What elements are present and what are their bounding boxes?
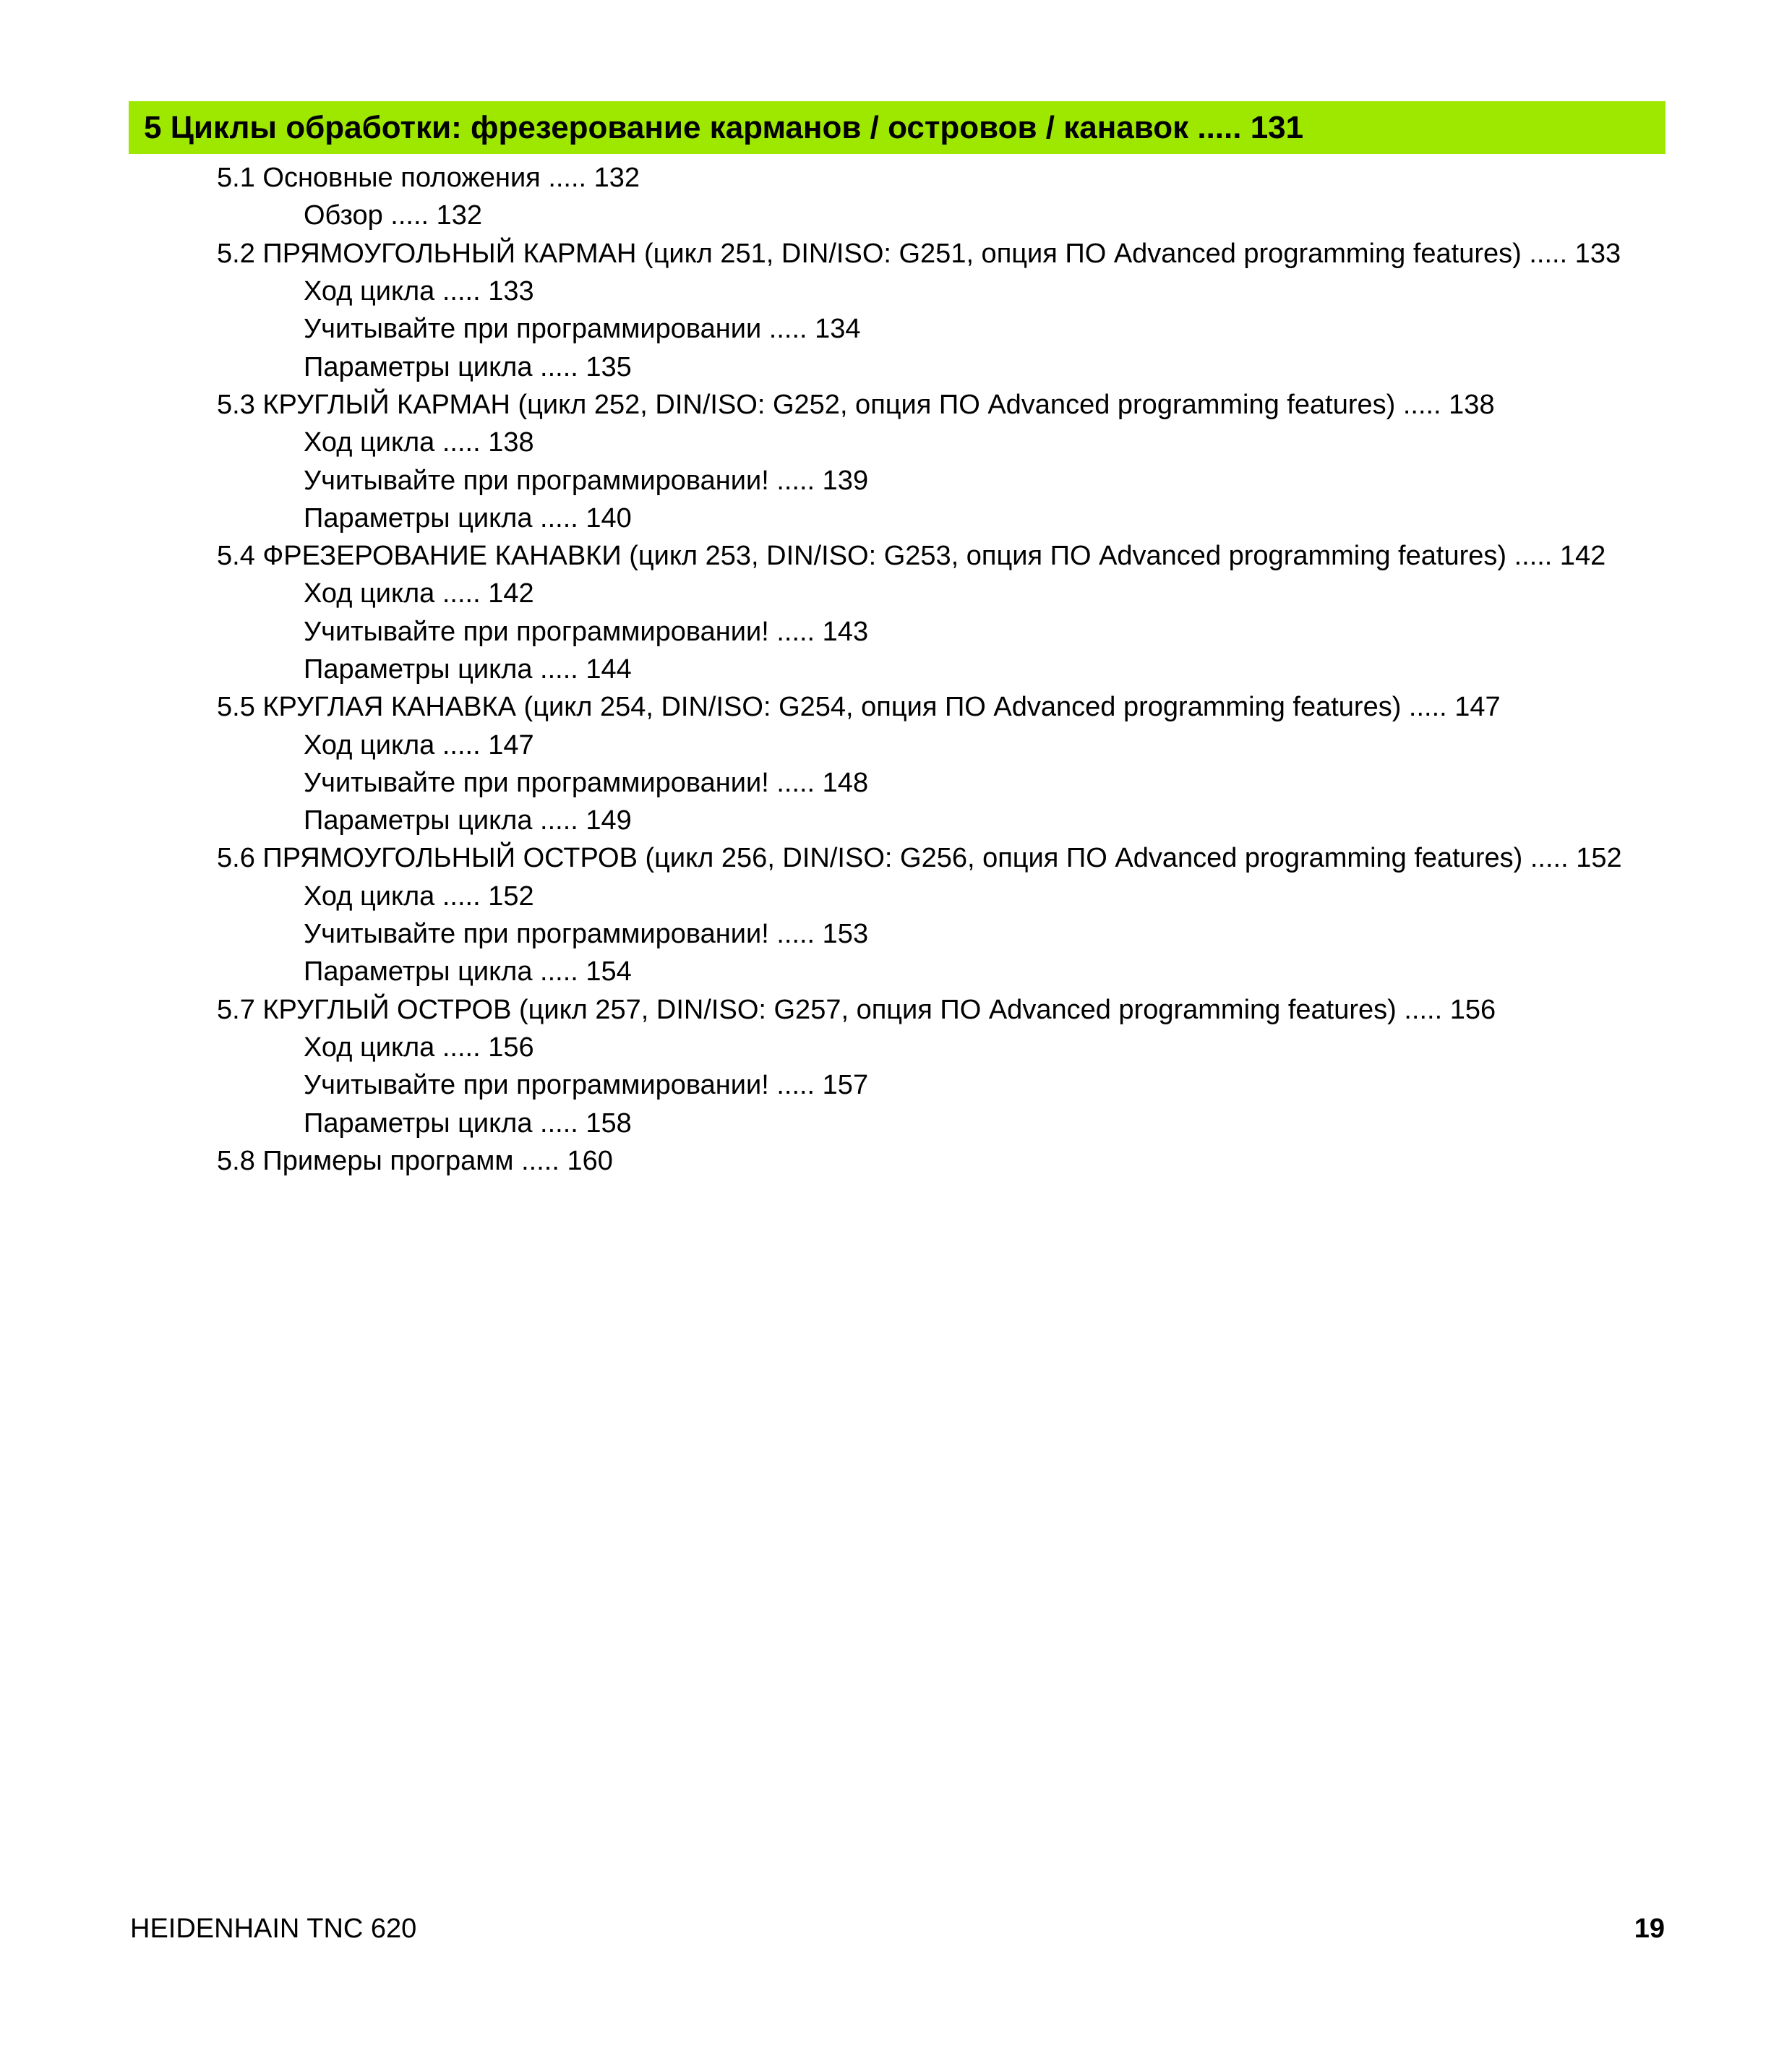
toc-entry-section[interactable]: 5.3 КРУГЛЫЙ КАРМАН (цикл 252, DIN/ISO: G252, опция ПО Advanced programming features) ..... 138 — [217, 389, 1495, 420]
footer-page-number: 19 — [1634, 1914, 1665, 1944]
toc-entry-subsection[interactable]: Ход цикла ..... 142 — [304, 578, 534, 609]
toc-entry-section[interactable]: 5.5 КРУГЛАЯ КАНАВКА (цикл 254, DIN/ISO: G254, опция ПО Advanced programming features) ..... 147 — [217, 692, 1501, 723]
toc-entry-section[interactable]: 5.2 ПРЯМОУГОЛЬНЫЙ КАРМАН (цикл 251, DIN/ISO: G251, опция ПО Advanced programming features) ..... 133 — [217, 238, 1621, 269]
toc-entry-subsection[interactable]: Обзор ..... 132 — [304, 200, 483, 231]
toc-entry-subsection[interactable]: Учитывайте при программировании! ..... 157 — [304, 1070, 869, 1101]
toc-entry-subsection[interactable]: Учитывайте при программировании! ..... 153 — [304, 919, 869, 950]
chapter-banner — [129, 101, 1665, 154]
toc-entry-subsection[interactable]: Параметры цикла ..... 149 — [304, 805, 632, 836]
toc-entry-section[interactable]: 5.4 ФРЕЗЕРОВАНИЕ КАНАВКИ (цикл 253, DIN/ISO: G253, опция ПО Advanced programming features) ..... 142 — [217, 541, 1606, 572]
toc-entry-subsection[interactable]: Ход цикла ..... 133 — [304, 276, 534, 307]
toc-entry-subsection[interactable]: Ход цикла ..... 138 — [304, 427, 534, 458]
chapter-title[interactable]: 5 Циклы обработки: фрезерование карманов / островов / канавок ..... 131 — [144, 109, 1304, 145]
toc-entry-section[interactable]: 5.8 Примеры программ ..... 160 — [217, 1145, 613, 1176]
toc-entry-subsection[interactable]: Ход цикла ..... 152 — [304, 881, 534, 912]
toc-entry-subsection[interactable]: Параметры цикла ..... 140 — [304, 502, 632, 534]
footer-product-name: HEIDENHAIN TNC 620 — [130, 1914, 417, 1944]
toc-entry-subsection[interactable]: Параметры цикла ..... 144 — [304, 654, 632, 685]
toc-entry-subsection[interactable]: Учитывайте при программировании! ..... 139 — [304, 465, 869, 496]
table-of-contents — [0, 159, 1792, 1180]
toc-entry-subsection[interactable]: Учитывайте при программировании! ..... 148 — [304, 767, 869, 798]
toc-entry-section[interactable]: 5.1 Основные положения ..... 132 — [217, 163, 640, 194]
toc-entry-subsection[interactable]: Параметры цикла ..... 135 — [304, 351, 632, 382]
toc-entry-subsection[interactable]: Параметры цикла ..... 158 — [304, 1107, 632, 1139]
toc-entry-subsection[interactable]: Ход цикла ..... 156 — [304, 1032, 534, 1063]
toc-entry-section[interactable]: 5.6 ПРЯМОУГОЛЬНЫЙ ОСТРОВ (цикл 256, DIN/ISO: G256, опция ПО Advanced programming features) ..... 152 — [217, 843, 1622, 874]
toc-entry-subsection[interactable]: Параметры цикла ..... 154 — [304, 956, 632, 987]
toc-entry-section[interactable]: 5.7 КРУГЛЫЙ ОСТРОВ (цикл 257, DIN/ISO: G257, опция ПО Advanced programming features) ..... 156 — [217, 994, 1496, 1025]
toc-entry-subsection[interactable]: Учитывайте при программировании! ..... 143 — [304, 616, 869, 647]
toc-entry-subsection[interactable]: Учитывайте при программировании ..... 134 — [304, 314, 861, 345]
toc-entry-subsection[interactable]: Ход цикла ..... 147 — [304, 729, 534, 760]
